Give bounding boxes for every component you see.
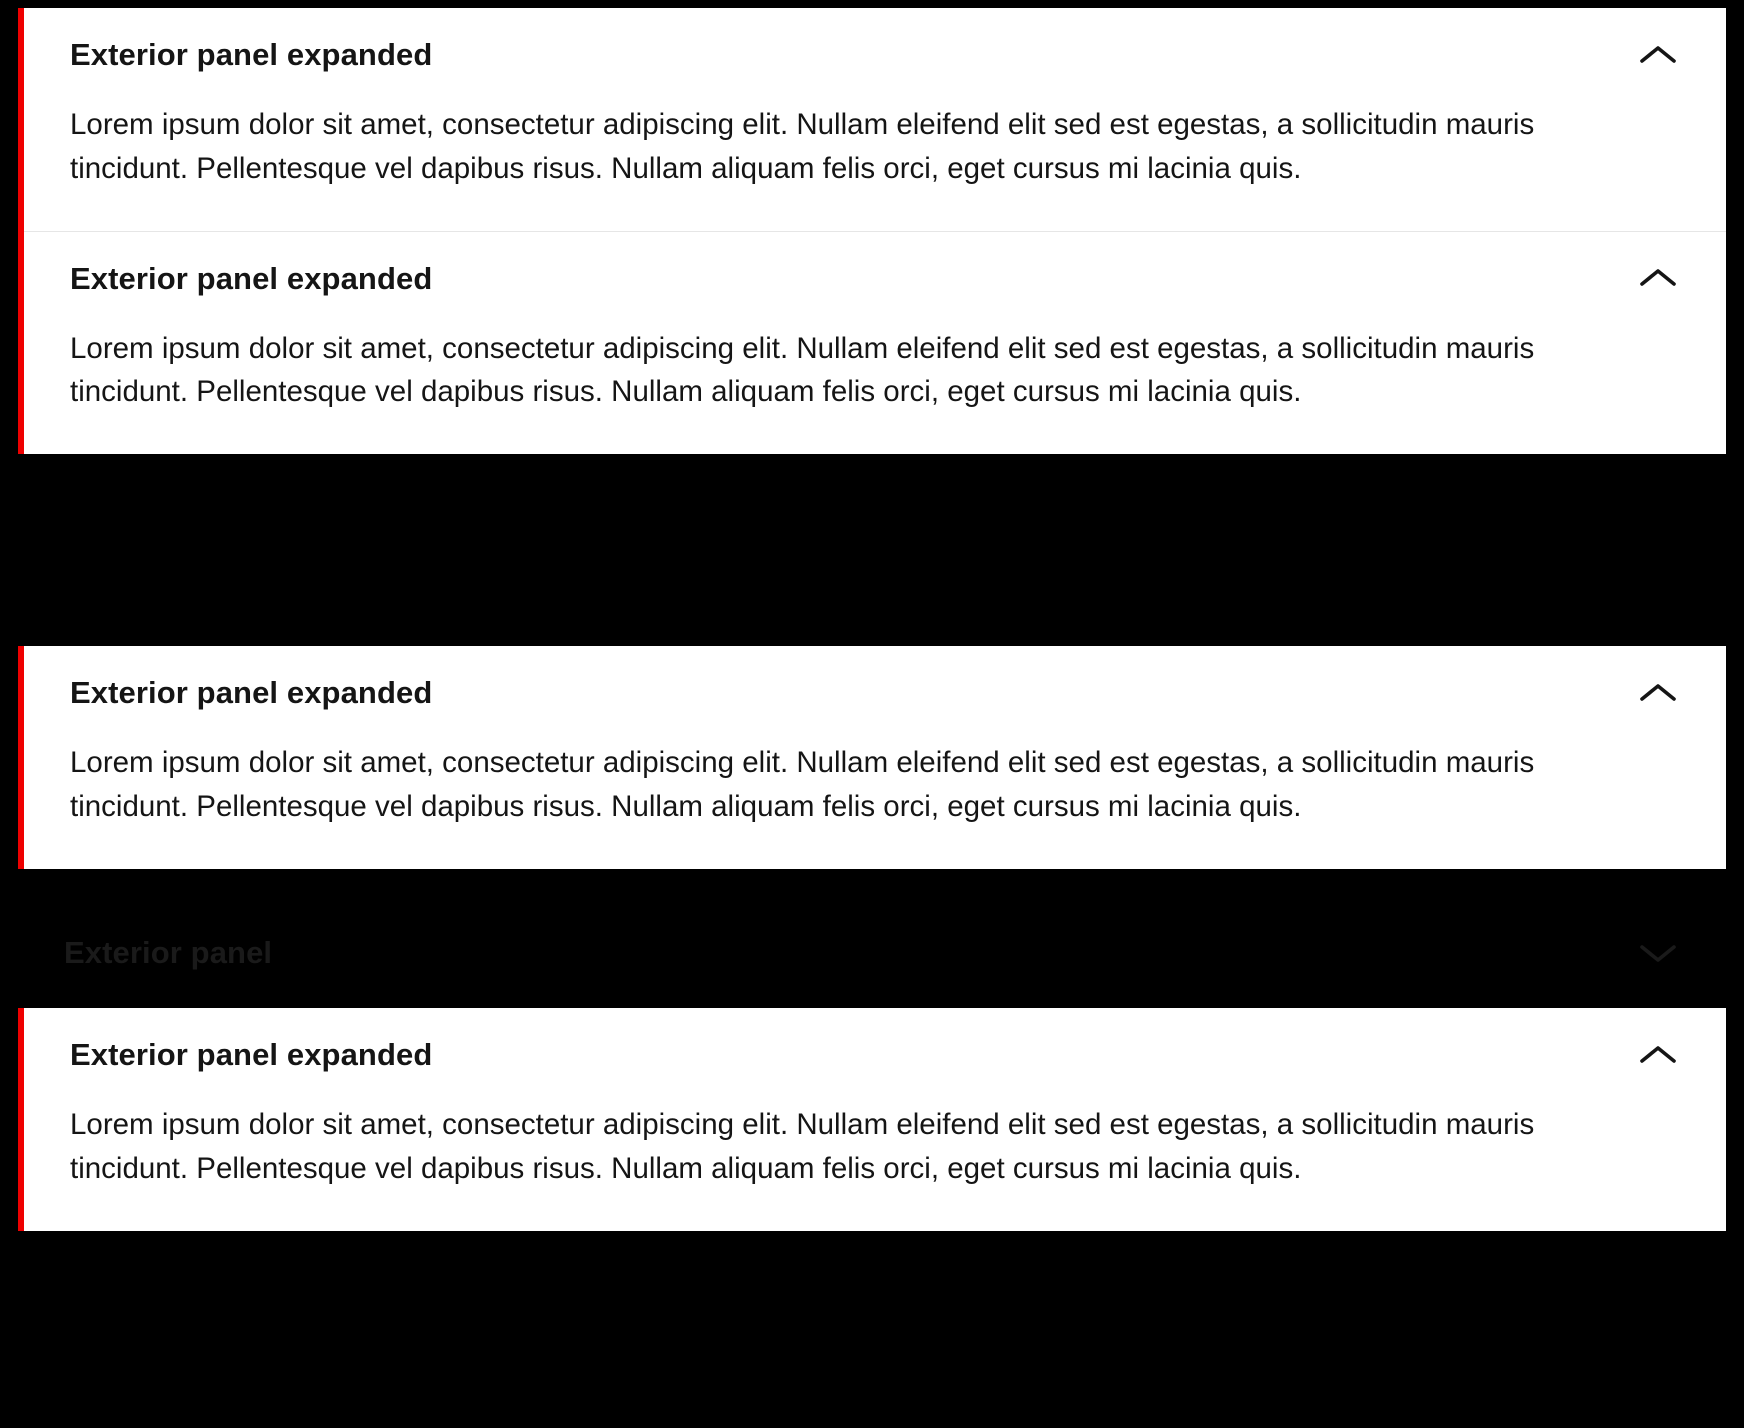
chevron-up-icon[interactable] <box>1636 263 1680 293</box>
accordion-panel-title: Exterior panel <box>64 935 273 970</box>
accordion-panel-text: Lorem ipsum dolor sit amet, consectetur adipiscing elit. Nullam eleifend elit sed est egestas, a sollicitudin mauris tincidunt. Pellentesque vel dapibus risus. Nullam aliquam felis orci, eget cursus mi lacinia quis. <box>70 108 1535 185</box>
accordion-panel-title: Exterior panel expanded <box>70 37 433 72</box>
accordion-panel-title: Exterior panel expanded <box>70 675 433 710</box>
accordion-panel-body <box>24 737 1726 868</box>
accordion-group-a <box>18 8 1726 454</box>
accordion-panel-title: Exterior panel expanded <box>70 1037 433 1072</box>
chevron-up-icon[interactable] <box>1636 1040 1680 1070</box>
accordion-panel-title: Exterior panel expanded <box>70 260 433 296</box>
accordion-panel-text: Lorem ipsum dolor sit amet, consectetur adipiscing elit. Nullam eleifend elit sed est egestas, a sollicitudin mauris tincidunt. Pellentesque vel dapibus risus. Nullam aliquam felis orci, eget cursus mi lacinia quis. <box>70 1108 1535 1185</box>
accordion-panel-header[interactable] <box>24 1008 1726 1099</box>
chevron-down-icon[interactable] <box>1636 938 1680 968</box>
accordion-panel <box>24 1008 1726 1231</box>
accordion-panel-body <box>24 323 1726 454</box>
accordion-panel-header[interactable] <box>24 646 1726 737</box>
accordion-panel <box>24 231 1726 455</box>
accordion-panel <box>24 8 1726 231</box>
chevron-up-icon[interactable] <box>1636 678 1680 708</box>
accordion-panel-header[interactable] <box>18 908 1726 997</box>
accordion-panel-header[interactable] <box>24 232 1726 323</box>
accordion-panel-header[interactable] <box>24 8 1726 99</box>
accordion-panel-body <box>24 1099 1726 1230</box>
accordion-panel-collapsed <box>18 908 1726 1004</box>
accordion-panel-body <box>24 99 1726 230</box>
accordion-panel <box>24 646 1726 869</box>
chevron-up-icon[interactable] <box>1636 40 1680 70</box>
accordion-group-c <box>18 1008 1726 1231</box>
accordion-panel-text: Lorem ipsum dolor sit amet, consectetur adipiscing elit. Nullam eleifend elit sed est egestas, a sollicitudin mauris tincidunt. Pellentesque vel dapibus risus. Nullam aliquam felis orci, eget cursus mi lacinia quis. <box>70 331 1535 409</box>
accordion-group-b <box>18 646 1726 869</box>
accordion-panel-text: Lorem ipsum dolor sit amet, consectetur adipiscing elit. Nullam eleifend elit sed est egestas, a sollicitudin mauris tincidunt. Pellentesque vel dapibus risus. Nullam aliquam felis orci, eget cursus mi lacinia quis. <box>70 746 1535 823</box>
